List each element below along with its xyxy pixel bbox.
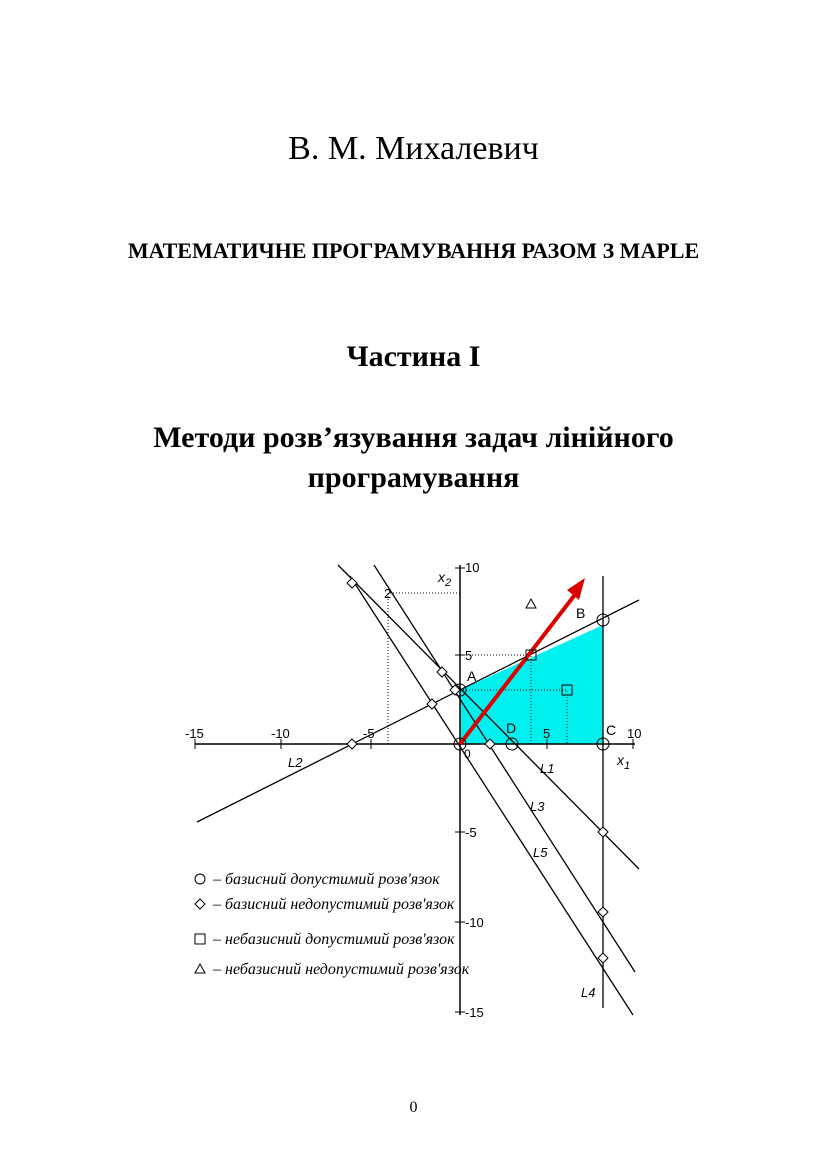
point-C-label: C: [606, 722, 617, 738]
y-tick-label: -15: [465, 1005, 484, 1020]
point-A-label: A: [467, 668, 477, 684]
legend-circle-icon: [195, 874, 205, 884]
x-tick-label: -5: [363, 726, 375, 741]
y-tick-label: -5: [465, 825, 477, 840]
book-title: МАТЕМАТИЧНЕ ПРОГРАМУВАННЯ РАЗОМ З MAPLE: [127, 238, 700, 263]
x-axis-label: $x_1$: [617, 752, 631, 772]
legend-square-icon: [195, 934, 205, 944]
nonbasic-infeasible-markers: [526, 599, 536, 608]
part-heading: Частина I: [346, 340, 481, 373]
author-name: В. М. Михалевич: [288, 130, 539, 167]
legend-triangle-icon: [195, 964, 205, 973]
line-L1-label: L1: [540, 761, 555, 776]
point-D-label: D: [506, 720, 517, 736]
y-tick-label: 10: [465, 560, 480, 575]
page-number: 0: [409, 1099, 418, 1116]
line-L2-label: L2: [288, 755, 303, 770]
x-tick-label: -10: [271, 726, 290, 741]
legend-entry: – небазисний недопустимий розв'язок: [213, 961, 470, 978]
line-L5-label: L5: [533, 845, 548, 860]
point-B-label: B: [576, 605, 586, 621]
x-tick-label: -15: [185, 726, 204, 741]
book-subtitle: Методи розв’язування задач лінійного програмування: [153, 421, 674, 494]
x-tick-label: 10: [627, 726, 642, 741]
point-O-label: 0: [464, 747, 471, 761]
y-tick-label: 5: [465, 648, 473, 663]
legend-entry: – небазисний допустимий розв'язок: [213, 931, 455, 948]
feasible-region: [460, 625, 603, 744]
x-tick-label: 5: [543, 726, 551, 741]
guide-label: 2: [384, 586, 392, 601]
lp-graph: [155, 530, 675, 1020]
line-L4-label: L4: [581, 985, 596, 1000]
y-tick-label: -10: [465, 915, 484, 930]
legend-entry: – базисний допустимий розв'язок: [213, 871, 440, 888]
legend: [195, 871, 470, 978]
legend-diamond-icon: [195, 899, 205, 909]
y-axis-label: $x_2$: [438, 569, 452, 589]
line-L3-label: L3: [530, 799, 545, 814]
lp-figure: [155, 530, 675, 1020]
legend-entry: – базисний недопустимий розв'язок: [213, 896, 455, 913]
